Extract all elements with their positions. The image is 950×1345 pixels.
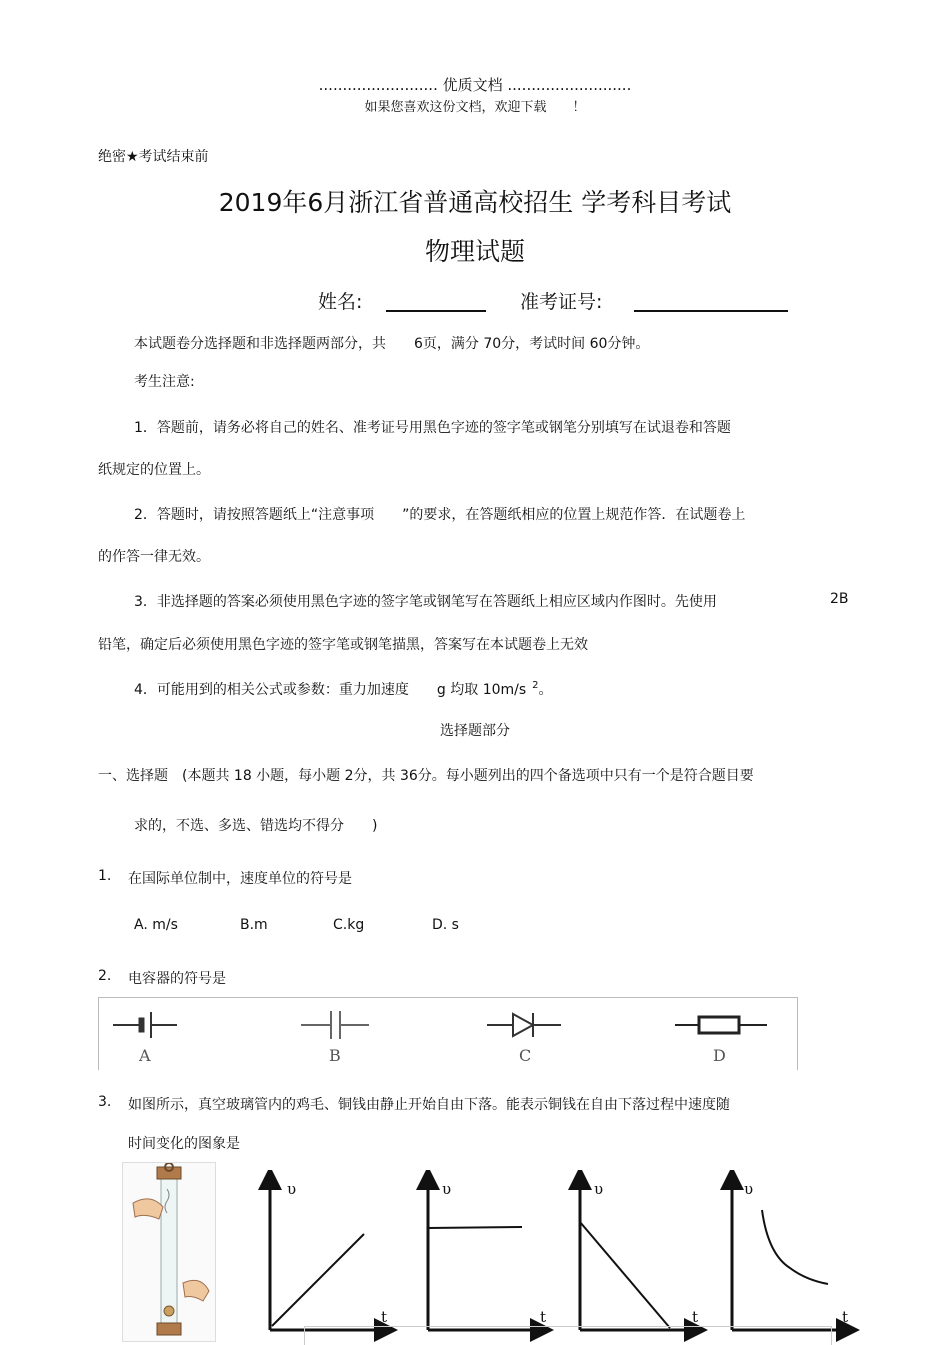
q1-option-c[interactable]: C.kg <box>333 917 365 933</box>
notice-2-line2: 的作答一律无效。 <box>98 549 210 565</box>
q3-stem-line2: 时间变化的图象是 <box>128 1136 240 1152</box>
graph-a-v-label: υ <box>287 1180 297 1198</box>
section-heading: 选择题部分 <box>440 723 510 739</box>
graph-frame-edge <box>304 1326 832 1345</box>
name-label: 姓名: <box>318 291 363 313</box>
symbol-b-icon <box>301 1011 369 1039</box>
vacuum-tube-image <box>122 1162 216 1342</box>
graph-c-t-label: t <box>692 1308 699 1326</box>
notice-2-line1: 2．答题时，请按照答题纸上“注意事项 ”的要求，在答题纸相应的位置上规范作答．在试题卷上 <box>134 507 746 523</box>
graph-d[interactable] <box>732 1178 848 1330</box>
q1-option-b[interactable]: B.m <box>240 917 268 933</box>
q1-number: 1. <box>98 868 112 884</box>
notice-3-line1: 3．非选择题的答案必须使用黑色字迹的签字笔或钢笔写在答题纸上相应区域内作图时。先使用 <box>134 594 717 610</box>
q1-stem: 在国际单位制中，速度单位的符号是 <box>128 871 352 887</box>
q2-number: 2. <box>98 968 112 984</box>
graph-c-v-label: υ <box>594 1180 604 1198</box>
graph-a-t-label: t <box>381 1308 388 1326</box>
notice-4-superscript: 2 <box>532 680 539 692</box>
doc-header-banner: ......................... 优质文档 .......................... <box>318 76 632 94</box>
notice-3-line2: 铅笔，确定后必须使用黑色字迹的签字笔或钢笔描黑，答案写在本试题卷上无效 <box>98 637 588 653</box>
graph-c[interactable] <box>580 1178 699 1330</box>
graph-a[interactable] <box>270 1178 386 1330</box>
page-subtitle: 物理试题 <box>424 237 525 266</box>
symbol-d-icon <box>675 1017 767 1033</box>
secret-label: 绝密★考试结束前 <box>98 149 209 165</box>
notice-heading: 考生注意: <box>134 374 195 390</box>
part1-instructions-line2: 求的，不选、多选、错选均不得分 ) <box>134 818 378 834</box>
notice-1-line2: 纸规定的位置上。 <box>98 462 210 478</box>
graph-b-v-label: υ <box>442 1180 452 1198</box>
q3-stem-line1: 如图所示，真空玻璃管内的鸡毛、铜钱由静止开始自由下落。能表示铜钱在自由下落过程中速度随 <box>128 1097 730 1113</box>
q2-symbols-svg <box>99 998 797 1070</box>
q1-option-d[interactable]: D. s <box>432 917 459 933</box>
notice-4-text: 4．可能用到的相关公式或参数：重力加速度 g 均取 10m/s <box>134 682 527 698</box>
symbol-a-label[interactable]: A <box>139 1046 151 1065</box>
intro-text: 本试题卷分选择题和非选择题两部分，共 6页，满分 70分，考试时间 60分钟。 <box>134 336 650 352</box>
q2-stem: 电容器的符号是 <box>128 971 226 987</box>
symbol-b-label[interactable]: B <box>329 1046 341 1065</box>
page-title: 2019年6月浙江省普通高校招生 学考科目考试 <box>218 188 732 217</box>
notice-3-tail: 2B <box>830 591 849 607</box>
symbol-c-icon <box>487 1013 561 1037</box>
graph-d-v-label: υ <box>744 1180 754 1198</box>
graph-b-t-label: t <box>540 1308 547 1326</box>
symbol-c-label[interactable]: C <box>519 1046 532 1065</box>
doc-header-note: 如果您喜欢这份文档，欢迎下载 ！ <box>364 100 586 115</box>
q1-option-a[interactable]: A. m/s <box>134 917 178 933</box>
notice-4-tail: 。 <box>538 682 553 698</box>
symbol-d-label[interactable]: D <box>713 1046 726 1065</box>
graph-d-t-label: t <box>842 1308 849 1326</box>
notice-1-line1: 1．答题前，请务必将自己的姓名、准考证号用黑色字迹的签字笔或钢笔分别填写在试退卷和答题 <box>134 420 731 436</box>
part1-instructions-line1: 一、选择题 (本题共 18 小题，每小题 2分，共 36分。每小题列出的四个备选项中只有一个是符合题目要 <box>98 768 754 784</box>
symbol-a-icon <box>113 1012 177 1038</box>
q2-symbol-strip <box>98 997 798 1070</box>
exam-id-label: 准考证号: <box>520 291 603 313</box>
notice-4-line <box>134 679 553 699</box>
exam-id-blank[interactable] <box>634 310 788 312</box>
graph-b[interactable] <box>428 1178 542 1330</box>
q3-number: 3. <box>98 1094 112 1110</box>
q3-graphs <box>250 1170 870 1345</box>
vacuum-tube-illustration <box>123 1163 215 1341</box>
name-blank[interactable] <box>386 310 486 312</box>
